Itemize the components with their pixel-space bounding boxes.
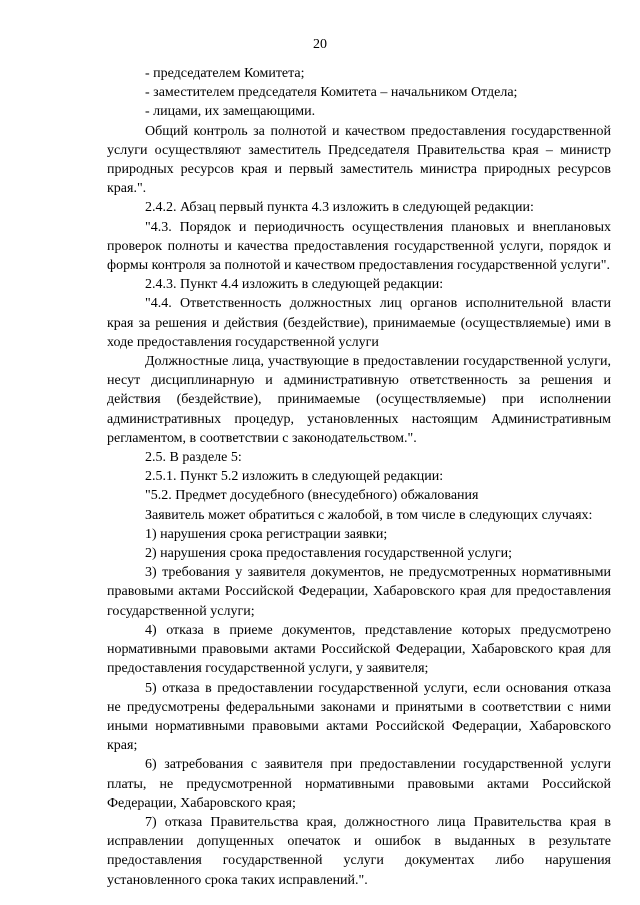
paragraph: 2.5.1. Пункт 5.2 изложить в следующей редакции: (145, 469, 444, 485)
document-body (107, 64, 611, 890)
paragraph: 2.4.2. Абзац первый пункта 4.3 изложить в следующей редакции: (145, 200, 534, 216)
list-item: 3) требования у заявителя документов, не предусмотренных нормативными правовыми актами Российской Федерации, Хабаровского края для предоставления государственной услуги; (107, 565, 611, 619)
list-item: 4) отказа в приеме документов, представление которых предусмотрено нормативными правовыми актами Российской Федерации, Хабаровского края для предоставления государственной услуги, у заявителя; (107, 622, 611, 677)
paragraph: - лицами, их замещающими. (145, 104, 316, 120)
list-item: 1) нарушения срока регистрации заявки; (145, 526, 388, 542)
list-item: 2) нарушения срока предоставления государственной услуги; (145, 546, 512, 562)
paragraph: 2.4.3. Пункт 4.4 изложить в следующей редакции: (145, 277, 444, 293)
paragraph: - председателем Комитета; (145, 66, 305, 81)
paragraph: "4.3. Порядок и периодичность осуществления плановых и внеплановых проверок полноты и качества предоставления государственной услуги, порядок и формы контроля за полнотой и качеством предоставления государственной услуги". (107, 219, 611, 274)
paragraph: "4.4. Ответственность должностных лиц органов исполнительной власти края за решения и действия (бездействие), принимаемые (осуществляемые) ими в ходе предоставления государственной услуги (107, 296, 611, 350)
paragraph: - заместителем председателя Комитета – начальником Отдела; (145, 85, 518, 101)
list-item: 7) отказа Правительства края, должностного лица Правительства края в исправлении допущенных опечаток и ошибок в выданных в результате предоставления государственной услуги документах либо нарушения установленного срока таких исправлений.". (107, 814, 611, 888)
paragraph: Заявитель может обратиться с жалобой, в том числе в следующих случаях: (145, 507, 593, 523)
paragraph: "5.2. Предмет досудебного (внесудебного) обжалования (145, 488, 479, 504)
list-item: 5) отказа в предоставлении государственной услуги, если основания отказа не предусмотрены федеральными законами и принятыми в соответствии с ними иными нормативными правовыми актами Российской Федерации, Хабаровского края; (107, 680, 611, 754)
paragraph: Должностные лица, участвующие в предоставлении государственной услуги, несут дисциплинарную и административную ответственность за решения и действия (бездействие), принимаемые (осуществляемые) при исполнении административных процедур, установленных настоящим Административным регламентом, в соответствии с законодательством.". (107, 354, 611, 446)
paragraph: Общий контроль за полнотой и качеством предоставления государственной услуги осуществляют заместитель Председателя Правительства края – министр природных ресурсов края и первый заместитель министра природных ресурсов края.". (107, 123, 611, 197)
paragraph: 2.5. В разделе 5: (145, 450, 242, 466)
list-item: 6) затребования с заявителя при предоставлении государственной услуги платы, не предусмотренной нормативными правовыми актами Российской Федерации, Хабаровского края; (107, 757, 611, 811)
page-number: 20 (313, 37, 327, 52)
